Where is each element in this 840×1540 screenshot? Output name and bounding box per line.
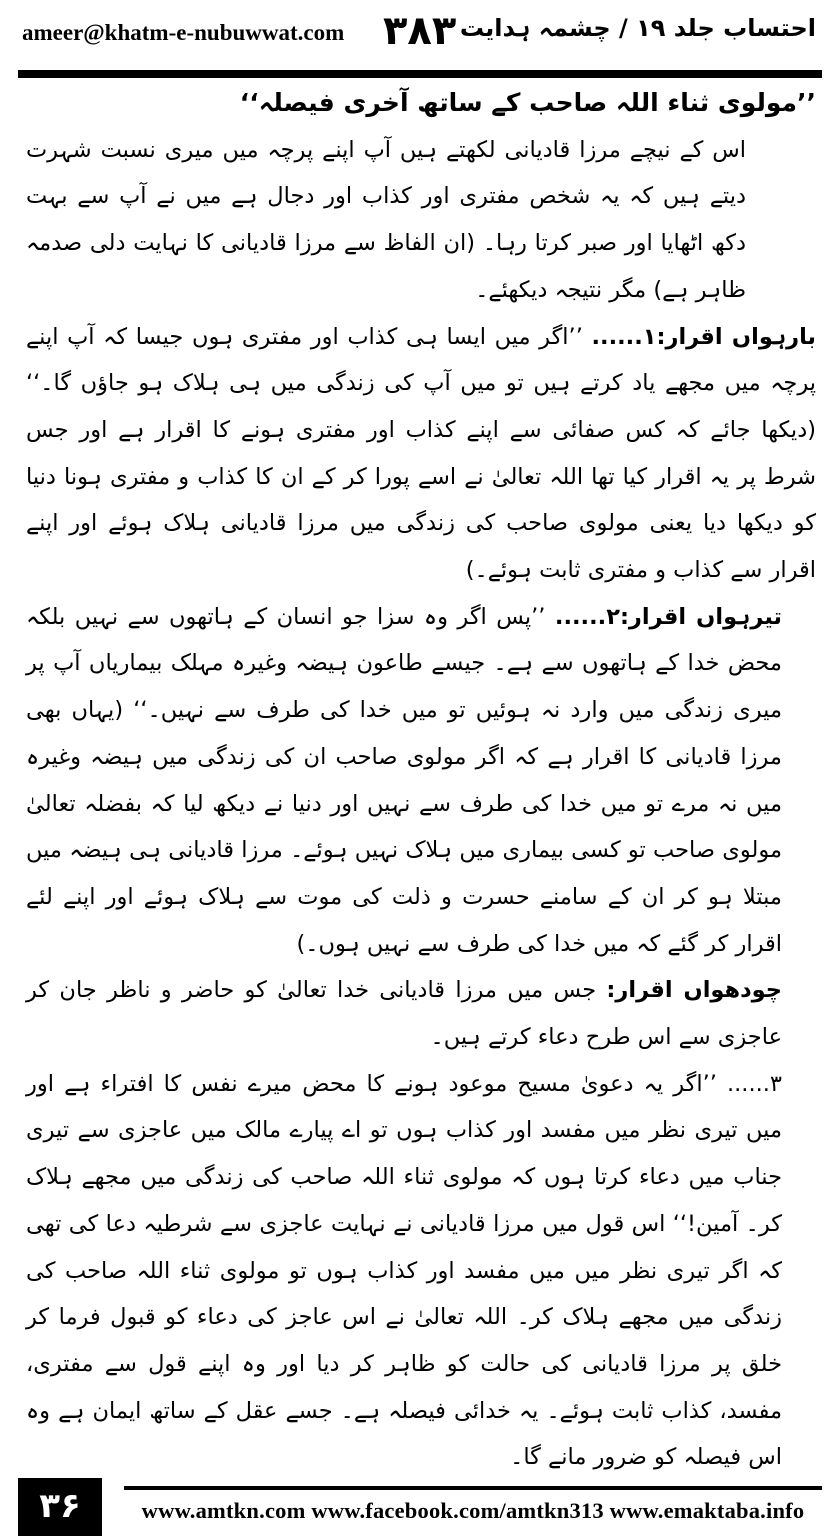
page-body: [26, 80, 816, 1481]
iqrar-13-text: ’’پس اگر وہ سزا جو انسان کے ہاتھوں سے نہیں بلکہ محض خدا کے ہاتھوں سے ہے۔ جیسے طاعون ہیضہ وغیرہ مہلک بیماریاں آپ پر میری زندگی میں وارد نہ ہوئیں تو میں خدا کی طرف سے نہیں۔‘‘ (یہاں بھی مرزا قادیانی کا اقرار ہے کہ اگر مولوی صاحب ان کی زندگی میں ہیضہ وغیرہ میں نہ مرے تو میں خدا کی طرف سے نہیں اور دنیا نے دیکھ لیا کہ بفضلہ تعالیٰ مولوی صاحب تو کسی بیماری میں ہلاک نہیں ہوئے۔ مرزا قادیانی ہی ہیضہ میں مبتلا ہو کر ان کے سامنے حسرت و ذلت کی موت سے ہلاک ہوئے اور اپنے لئے اقرار کر گئے کہ میں خدا کی طرف سے نہیں ہوں۔): [26, 603, 782, 957]
iqrar-12-label: بارہواں اقرار:۱......: [591, 323, 816, 350]
iqrar-14-paragraph: [26, 967, 816, 1060]
quote-3-label: ۳......: [726, 1070, 782, 1097]
iqrar-14-label: چودھواں اقرار:: [606, 977, 783, 1004]
header-rule: [18, 70, 822, 78]
iqrar-12-paragraph: [26, 314, 816, 594]
quote-3-text: ’’اگر یہ دعویٰ مسیح موعود ہونے کا محض میرے نفس کا افتراء ہے اور میں تیری نظر میں مفسد اور کذاب ہوں تو اے پیارے مالک میں عاجزی سے تیری جناب میں دعاء کرتا ہوں کہ مولوی ثناء اللہ صاحب کی زندگی میں مجھے ہلاک کر۔ آمین!‘‘ اس قول میں مرزا قادیانی نے نہایت عاجزی سے شرطیہ دعا کی تھی کہ اگر تیری نظر میں میں مفسد اور کذاب ہوں تو مولوی ثناء اللہ صاحب کی زندگی میں مجھے ہلاک کر۔ اللہ تعالیٰ نے اس عاجز کی دعاء کو قبول فرما کر خلق پر مرزا قادیانی کی حالت کو ظاہر کر دیا اور وہ اپنے قول سے مفتری، مفسد، کذاب ثابت ہوئے۔ یہ خدائی فیصلہ ہے۔ جسے عقل کے ساتھ ایمان ہے وہ اس فیصلہ کو ضرور مانے گا۔: [26, 1070, 782, 1471]
footer-page-box: ۳۶: [18, 1478, 102, 1536]
header-book-title: احتساب جلد ۱۹ / چشمہ ہدایت: [459, 14, 816, 42]
footer-rule: [124, 1486, 822, 1490]
header-page-number: ۳۸۳: [383, 8, 457, 54]
footer-urls: www.amtkn.com www.facebook.com/amtkn313 www.emaktaba.info: [141, 1498, 805, 1523]
intro-paragraph: اس کے نیچے مرزا قادیانی لکھتے ہیں آپ اپنے پرچہ میں میری نسبت شہرت دیتے ہیں کہ یہ شخص مفتری اور کذاب اور دجال ہے میں نے آپ سے بہت دکھ اٹھایا اور صبر کرتا رہا۔ (ان الفاظ سے مرزا قادیانی کا نہایت دلی صدمہ ظاہر ہے) مگر نتیجہ دیکھئے۔: [26, 136, 746, 303]
quote-3-paragraph: [26, 1061, 816, 1481]
iqrar-13-paragraph: [26, 594, 816, 968]
iqrar-13-label: تیرہواں اقرار:۲......: [554, 603, 782, 630]
section-heading: ’’مولوی ثناء اللہ صاحب کے ساتھ آخری فیصلہ‘‘: [239, 88, 816, 117]
iqrar-12-text: ’’اگر میں ایسا ہی کذاب اور مفتری ہوں جیسا کہ آپ اپنے پرچہ میں مجھے یاد کرتے ہیں تو میں آپ کی زندگی میں ہی ہلاک ہو جاؤں گا۔‘‘ (دیکھا جائے کہ کس صفائی سے اپنے کذاب اور مفتری ہونے کا اقرار ہے اور جس شرط پر یہ اقرار کیا تھا اللہ تعالیٰ نے اسے پورا کر کے ان کا کذاب و مفتری ہونا دنیا کو دیکھا دیا یعنی مولوی صاحب کی زندگی میں مرزا قادیانی ہلاک ہوئے اور اپنے اقرار سے کذاب و مفتری ثابت ہوئے۔): [26, 323, 816, 584]
header-email: ameer@khatm-e-nubuwwat.com: [22, 20, 345, 45]
iqrar-14-text: جس میں مرزا قادیانی خدا تعالیٰ کو حاضر و ناظر جان کر عاجزی سے اس طرح دعاء کرتے ہیں۔: [26, 977, 782, 1051]
